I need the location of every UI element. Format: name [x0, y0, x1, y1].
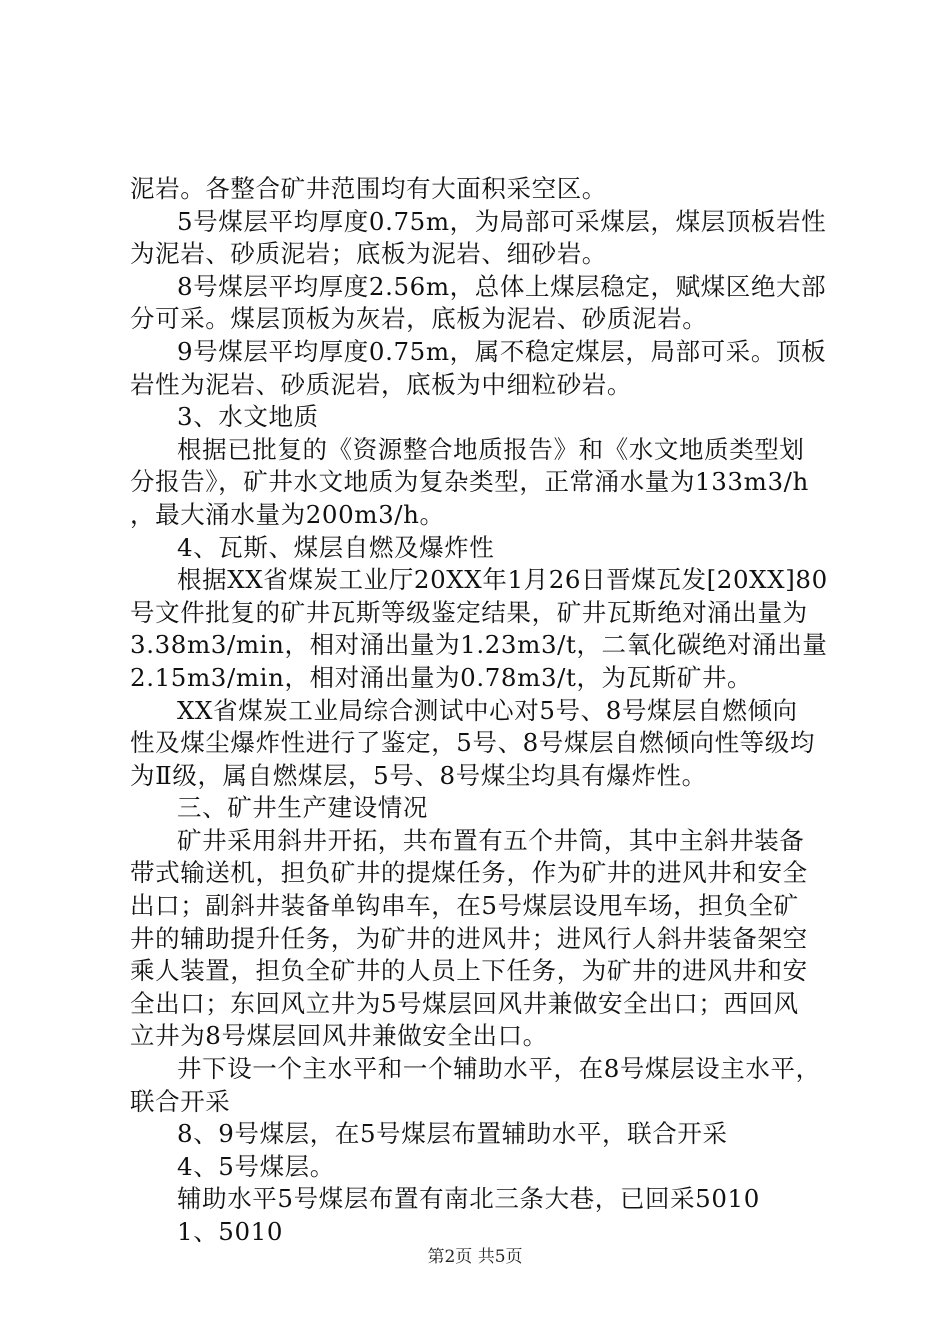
text-line: 5号煤层平均厚度0.75m，为局部可采煤层，煤层顶板岩性 — [177, 206, 827, 236]
text-line: 根据XX省煤炭工业厅20XX年1月26日晋煤瓦发[20XX]80 — [177, 565, 828, 595]
text-line: 性及煤尘爆炸性进行了鉴定，5号、8号煤层自燃倾向性等级均 — [130, 728, 815, 758]
text-line: 岩性为泥岩、砂质泥岩，底板为中细粒砂岩。 — [130, 369, 632, 399]
text-line: 号文件批复的矿井瓦斯等级鉴定结果，矿井瓦斯绝对涌出量为 — [130, 597, 808, 627]
text-line: ，最大涌水量为200m3/h。 — [130, 499, 445, 529]
text-line: 为Ⅱ级，属自燃煤层，5号、8号煤尘均具有爆炸性。 — [130, 760, 707, 790]
text-line: 立井为8号煤层回风井兼做安全出口。 — [130, 1021, 548, 1051]
text-line: 1、5010 — [177, 1217, 284, 1246]
text-line: 联合开采 — [130, 1086, 231, 1116]
text-line: 井的辅助提升任务，为矿井的进风井；进风行人斜井装备架空 — [130, 923, 808, 953]
text-line: 2.15m3/min，相对涌出量为0.78m3/t，为瓦斯矿井。 — [130, 662, 753, 692]
document-body — [130, 173, 830, 1249]
text-line: 9号煤层平均厚度0.75m，属不稳定煤层，局部可采。顶板 — [177, 336, 827, 366]
page-number-label: 第2页 共5页 — [427, 1247, 523, 1267]
text-line: 4、5号煤层。 — [177, 1151, 335, 1181]
text-line: XX省煤炭工业局综合测试中心对5号、8号煤层自燃倾向 — [177, 695, 798, 725]
text-line: 3、水文地质 — [177, 402, 319, 432]
text-line: 三、矿井生产建设情况 — [177, 793, 428, 823]
text-line: 矿井采用斜井开拓，共布置有五个井筒，其中主斜井装备 — [177, 825, 805, 855]
page-footer — [0, 1242, 950, 1267]
text-line: 为泥岩、砂质泥岩；底板为泥岩、细砂岩。 — [130, 239, 607, 269]
text-line: 3.38m3/min，相对涌出量为1.23m3/t，二氧化碳绝对涌出量 — [130, 630, 828, 660]
text-line: 8号煤层平均厚度2.56m，总体上煤层稳定，赋煤区绝大部 — [177, 271, 827, 301]
text-line: 8、9号煤层，在5号煤层布置辅助水平，联合开采 — [177, 1119, 728, 1149]
text-line: 分可采。煤层顶板为灰岩，底板为泥岩、砂质泥岩。 — [130, 304, 708, 334]
text-line: 乘人装置，担负全矿井的人员上下任务，为矿井的进风井和安 — [130, 956, 808, 986]
text-line: 泥岩。各整合矿井范围均有大面积采空区。 — [130, 174, 607, 203]
text-line: 辅助水平5号煤层布置有南北三条大巷，已回采5010 — [177, 1184, 760, 1214]
text-line: 带式输送机，担负矿井的提煤任务，作为矿井的进风井和安全 — [130, 858, 808, 888]
text-line: 全出口；东回风立井为5号煤层回风井兼做安全出口；西回风 — [130, 988, 799, 1018]
text-line: 井下设一个主水平和一个辅助水平，在8号煤层设主水平， — [177, 1054, 821, 1084]
text-line: 出口；副斜井装备单钩串车，在5号煤层设甩车场，担负全矿 — [130, 891, 799, 921]
text-line: 4、瓦斯、煤层自燃及爆炸性 — [177, 532, 495, 562]
text-line: 分报告》，矿井水文地质为复杂类型，正常涌水量为133m3/h — [130, 467, 809, 497]
text-line: 根据已批复的《资源整合地质报告》和《水文地质类型划 — [177, 434, 805, 464]
